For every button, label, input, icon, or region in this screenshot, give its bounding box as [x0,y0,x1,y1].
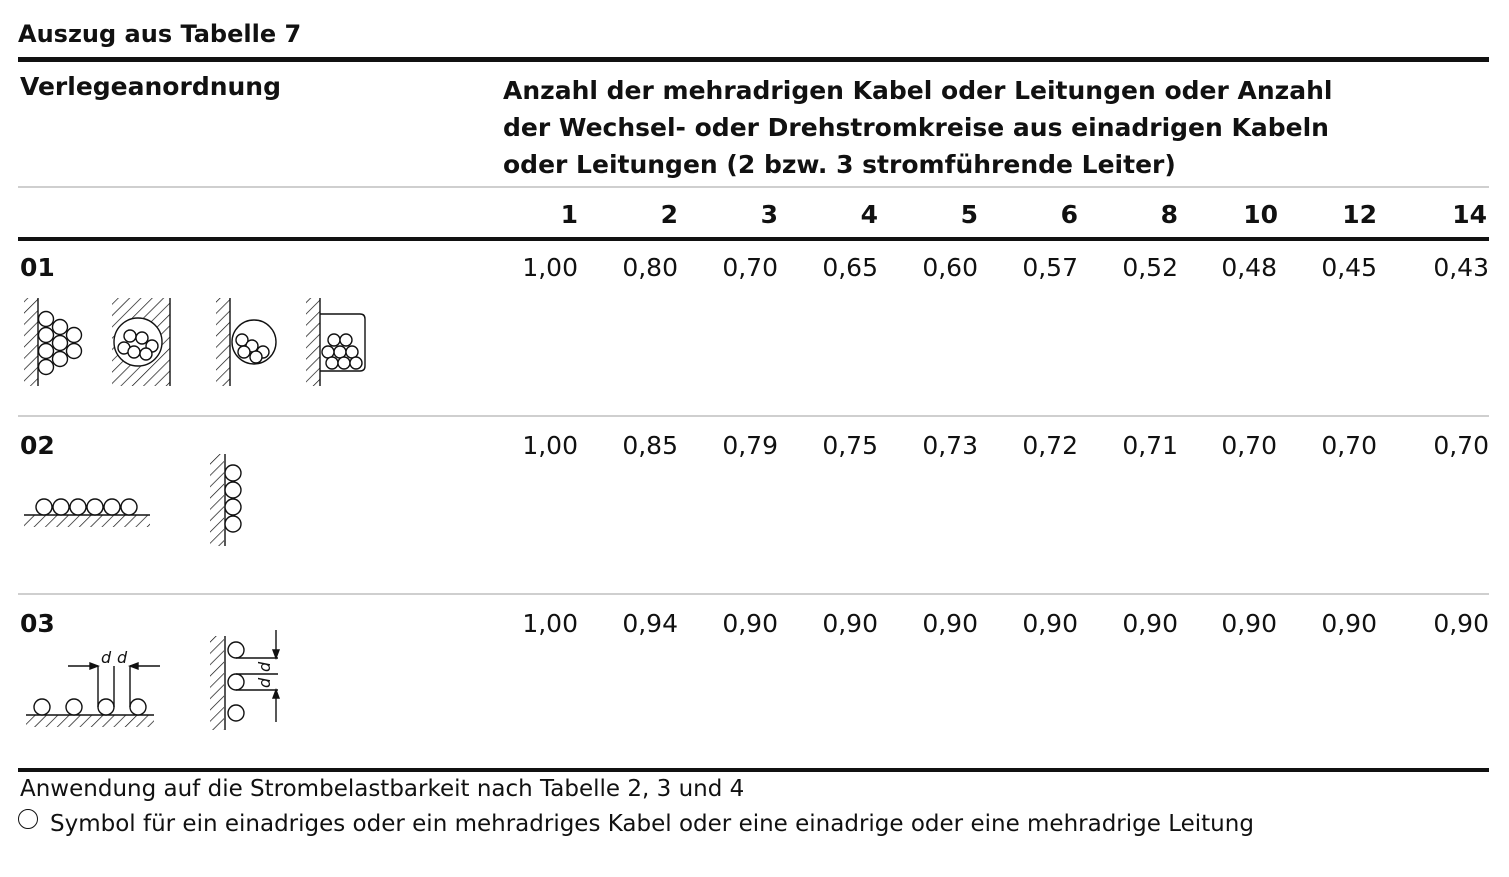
table-cell: 0,70 [722,253,778,282]
d-label: d [255,661,274,672]
d-label: d [101,648,112,667]
header-anzahl [503,72,1403,183]
column-header: 4 [860,200,878,229]
table-cell: 0,80 [622,253,678,282]
table-cell: 0,45 [1321,253,1377,282]
table-cell: 0,90 [722,609,778,638]
table-cell: 0,48 [1221,253,1277,282]
table-cell: 0,90 [1221,609,1277,638]
table-cell: 0,71 [1122,431,1178,460]
table-cell: 0,65 [822,253,878,282]
table-cell: 1,00 [522,609,578,638]
column-header: 6 [1060,200,1078,229]
note-symbol-text: Symbol für ein einadriges oder ein mehradriges Kabel oder eine einadrige oder eine mehradrige Leitung [50,811,1254,837]
header-bottom-rule [18,237,1489,241]
column-header: 12 [1342,200,1377,229]
table-cell: 0,43 [1433,253,1489,282]
table-cell: 1,00 [522,431,578,460]
table-cell: 0,90 [1321,609,1377,638]
table-cell: 0,90 [822,609,878,638]
header-verlegeanordnung: Verlegeanordnung [20,72,281,101]
table-cell: 0,90 [1122,609,1178,638]
table-cell: 0,70 [1433,431,1489,460]
table-cell: 0,90 [922,609,978,638]
column-header: 14 [1452,200,1487,229]
table-cell: 0,52 [1122,253,1178,282]
table-cell: 0,90 [1433,609,1489,638]
table-cell: 0,72 [1022,431,1078,460]
table-caption: Auszug aus Tabelle 7 [18,20,302,48]
d-label: d [255,677,274,688]
arrangement-03-figure [20,628,290,736]
table-cell: 0,73 [922,431,978,460]
table-cell: 0,75 [822,431,878,460]
table-cell: 0,85 [622,431,678,460]
top-rule [18,57,1489,62]
arrangement-01-figure [20,294,380,390]
column-header: 10 [1243,200,1278,229]
table-cell: 0,90 [1022,609,1078,638]
header-divider [18,186,1489,188]
d-label: d [117,648,128,667]
table-cell: 0,94 [622,609,678,638]
row-label-03: 03 [20,609,55,638]
table-cell: 0,70 [1321,431,1377,460]
column-header: 1 [560,200,578,229]
column-header: 2 [660,200,678,229]
row-divider [18,593,1489,595]
header-line-3: oder Leitungen (2 bzw. 3 stromführende Leiter) [503,150,1176,179]
note-symbol [18,809,1254,837]
note-application: Anwendung auf die Strombelastbarkeit nach Tabelle 2, 3 und 4 [20,776,745,802]
table-cell: 0,57 [1022,253,1078,282]
column-header: 3 [760,200,778,229]
row-label-02: 02 [20,431,55,460]
table-cell: 0,79 [722,431,778,460]
column-header: 8 [1160,200,1178,229]
row-label-01: 01 [20,253,55,282]
table-cell: 1,00 [522,253,578,282]
header-line-2: der Wechsel- oder Drehstromkreise aus einadrigen Kabeln [503,113,1329,142]
row-divider [18,415,1489,417]
bottom-rule [18,768,1489,772]
table-cell: 0,70 [1221,431,1277,460]
column-header: 5 [960,200,978,229]
header-line-1: Anzahl der mehradrigen Kabel oder Leitungen oder Anzahl [503,76,1333,105]
table-cell: 0,60 [922,253,978,282]
circle-symbol-icon [18,809,38,829]
arrangement-02-figure [20,450,260,550]
